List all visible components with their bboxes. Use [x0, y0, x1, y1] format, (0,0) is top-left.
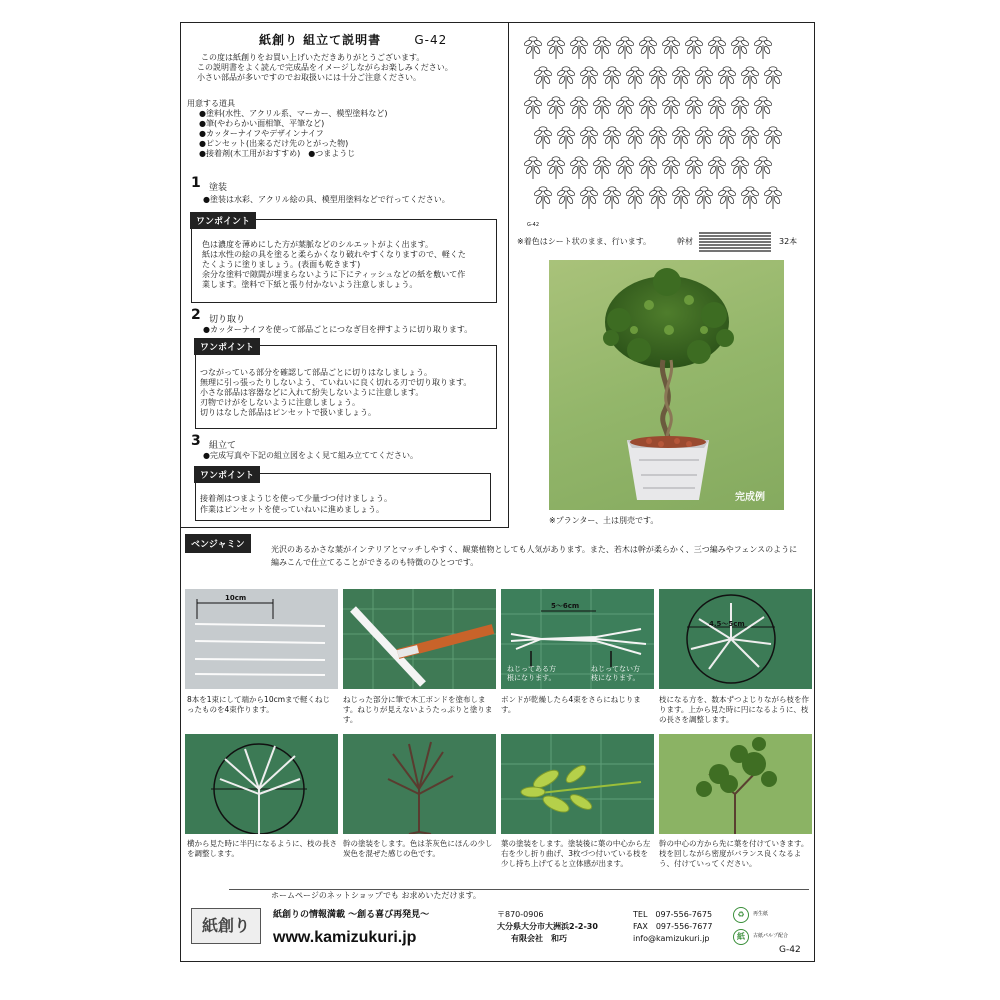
leaf-cluster-icon: [717, 67, 736, 89]
leaf-cluster-icon: [684, 37, 703, 59]
leaf-cluster-icon: [763, 127, 782, 149]
benjamin-description: 光沢のあるかさな葉がインテリアとマッチしやすく、観葉植物としても人気があります。また、若木は幹が柔らかく、三つ編みやフェンスのように編みこんで仕立てることができるのも特徴のひとつです。: [271, 545, 798, 567]
logo-text: 紙創り: [201, 916, 250, 935]
intro-line-2: この説明書をよく読んで完成品をイメージしながらお楽しみください。: [197, 63, 453, 72]
leaf-cluster-icon: [638, 37, 657, 59]
leaf-cluster-icon: [523, 37, 542, 59]
tip-line: 余分な塗料で隙間が埋まらないように下にティッシュなどの紙を敷いて作: [202, 270, 466, 279]
instructions-panel: [181, 23, 509, 528]
completed-photo: [549, 260, 784, 510]
tagline: 紙創りの情報満載 〜創る喜び再発見〜: [273, 910, 430, 920]
photo-step-4: [659, 589, 812, 689]
tip-line: 切りはなした部品はピンセットで扱いましょう。: [200, 408, 376, 417]
leaf-cluster-icon: [684, 97, 703, 119]
photo-caption: 幹の塗装をします。色は茶灰色にほんの少し炭色を混ぜた感じの色です。: [343, 839, 493, 858]
tip-line: 作業はピンセットを使っていねいに進めましょう。: [200, 505, 384, 514]
leaf-cluster-icon: [592, 37, 611, 59]
address: 大分県大分市大洲浜2-2-30: [497, 922, 598, 931]
leaf-cluster-icon: [694, 187, 713, 209]
leaf-cluster-icon: [684, 157, 703, 179]
leaf-cluster-icon: [694, 127, 713, 149]
photo-step-3: [501, 589, 654, 689]
step-line: ●塗装は水彩、アクリル絵の具、模型用塗料などで行ってください。: [203, 195, 450, 204]
photo-step-1: [185, 589, 338, 689]
onepoint-badge: ワンポイント: [194, 466, 260, 483]
benjamin-badge: ベンジャミン: [185, 534, 251, 553]
photo-step-5: [185, 734, 338, 834]
leaf-cluster-icon: [661, 97, 680, 119]
leaf-cluster-icon: [740, 67, 759, 89]
completed-tree-image: [549, 260, 784, 510]
intro-line-1: この度は紙創りをお買い上げいただきありがとうございます。: [201, 53, 425, 62]
tip-line: 小さな部品は容器などに入れて紛失しないように注意します。: [200, 388, 424, 397]
leaf-cluster-icon: [625, 67, 644, 89]
photo-step-6: [343, 734, 496, 834]
leaf-cluster-icon: [615, 37, 634, 59]
leaf-cluster-icon: [661, 157, 680, 179]
leaf-cluster-icon: [579, 67, 598, 89]
stem-label: 幹材: [677, 237, 693, 246]
onepoint-box: [191, 219, 497, 303]
leaf-cluster-icon: [579, 127, 598, 149]
tip-line: たくように塗りましょう。(表面も乾きます): [202, 260, 361, 269]
step-title: 塗装: [209, 183, 228, 193]
onepoint-badge: ワンポイント: [190, 212, 256, 229]
leaf-cluster-icon: [569, 37, 588, 59]
side-view-image: [185, 734, 338, 834]
eco-label-1: 再生紙: [753, 911, 769, 917]
footer-code: G-42: [779, 945, 801, 955]
measure-label: 5〜6cm: [551, 602, 580, 610]
intro-line-3: 小さい部品が多いですのでお取扱いには十分ご注意ください。: [197, 73, 421, 82]
leaf-cluster-icon: [638, 157, 657, 179]
tools-heading: 用意する道具: [187, 99, 235, 108]
tip-line: 接着剤はつまようじを使って少量づつ付けましょう。: [200, 494, 392, 503]
leaf-cluster-icon: [707, 97, 726, 119]
leaf-cluster-icon: [592, 97, 611, 119]
leaf-parts-sheet: [519, 33, 789, 228]
photo-step-8: [659, 734, 812, 834]
leaf-cluster-icon: [546, 97, 565, 119]
eco-label-2: 古紙パルプ配合: [753, 933, 789, 939]
leaf-cluster-icon: [763, 67, 782, 89]
leaf-cluster-icon: [602, 67, 621, 89]
leaf-cluster-icon: [648, 67, 667, 89]
leaf-cluster-icon: [671, 67, 690, 89]
paper-mark-icon: [733, 929, 749, 945]
leaf-cluster-icon: [625, 187, 644, 209]
recycle-icon: ♻: [733, 907, 749, 923]
painted-leaves-image: [501, 734, 654, 834]
painted-trunk-image: [343, 734, 496, 834]
sheet-small-code: G-42: [527, 222, 540, 228]
leaf-cluster-icon: [602, 127, 621, 149]
onepoint-box: [195, 345, 497, 429]
photo-caption: 枝になる方を、数本ずつよじりながら枝を作ります。上から見た時に円になるように、枝の長さを調整します。: [659, 695, 809, 724]
page-title: [259, 31, 447, 48]
sheet-note: ※着色はシート状のまま、行います。: [517, 237, 652, 246]
tip-line: 刃物でけがをしないように注意しましょう。: [200, 398, 360, 407]
completed-label: 完成例: [735, 492, 765, 503]
leaf-cluster-icon: [569, 157, 588, 179]
leaf-cluster-icon: [740, 127, 759, 149]
photo-caption: 幹の中心の方から先に葉を付けていきます。枝を回しながら密度がバランス良くなるよう、付けていってください。: [659, 839, 809, 868]
company-name: 有限会社 和巧: [511, 934, 567, 943]
paper-mark-text: 紙: [737, 932, 745, 941]
fax: FAX 097-556-7677: [633, 922, 713, 931]
leaf-cluster-icon: [730, 37, 749, 59]
leaf-cluster-icon: [546, 157, 565, 179]
tool-item: ●接着剤(木工用がおすすめ) ●つまようじ: [199, 149, 356, 158]
leaf-cluster-icon: [523, 97, 542, 119]
photo-caption: 8本を1束にして端から10cmまで軽くねじったものを4束作ります。: [187, 695, 331, 714]
tool-item: ●塗料(水性、アクリル系、マーカー、模型塗料など): [199, 109, 388, 118]
footer-divider: [229, 889, 809, 890]
email[interactable]: info@kamizukuri.jp: [633, 934, 710, 943]
onepoint-box: [195, 473, 491, 521]
tip-line: 紙は水性の絵の具を塗ると柔らかくなり破れやすくなりますので、軽くた: [202, 250, 466, 259]
tip-line: 業します。塗料で下紙と張り付かないよう注意しましょう。: [202, 280, 418, 289]
leaf-cluster-icon: [625, 127, 644, 149]
kamizukuri-logo: [191, 908, 261, 944]
product-code: G-42: [414, 33, 448, 47]
leaf-cluster-icon: [707, 37, 726, 59]
photo-caption: ボンドが乾燥したら4束をさらにねじります。: [501, 695, 641, 714]
tool-item: ●ピンセット(出来るだけ先のとがった物): [199, 139, 349, 148]
photo-step-2: [343, 589, 496, 689]
leaf-cluster-icon: [556, 67, 575, 89]
tool-item: ●カッターナイフやデザインナイフ: [199, 129, 324, 138]
leaf-cluster-icon: [569, 97, 588, 119]
twisted-strips-image: [185, 589, 338, 689]
stem-strips: [697, 231, 773, 253]
leaf-cluster-icon: [730, 97, 749, 119]
branch-note: ねじってない方 枝になります。: [591, 665, 640, 682]
tool-item: ●筆(やわらかい面相筆、平筆など): [199, 119, 325, 128]
parts-panel: [509, 23, 814, 528]
step-title: 組立て: [209, 441, 237, 451]
leaf-cluster-icon: [592, 157, 611, 179]
leaf-cluster-icon: [671, 187, 690, 209]
top-view-image: [659, 589, 812, 689]
instruction-sheet: [180, 22, 815, 962]
onepoint-badge: ワンポイント: [194, 338, 260, 355]
leaf-cluster-icon: [763, 187, 782, 209]
step-line: ●完成写真や下記の組立図をよく見て組み立ててください。: [203, 451, 418, 460]
completed-note: ※プランター、土は別売です。: [549, 516, 659, 525]
leaf-cluster-icon: [556, 127, 575, 149]
leaf-cluster-icon: [533, 187, 552, 209]
leaf-cluster-icon: [638, 97, 657, 119]
leaf-cluster-icon: [717, 187, 736, 209]
leaf-cluster-icon: [753, 157, 772, 179]
glue-brush-image: [343, 589, 496, 689]
leaf-cluster-icon: [533, 127, 552, 149]
leaf-cluster-icon: [730, 157, 749, 179]
root-note: ねじってある方 根になります。: [507, 665, 556, 682]
leaf-cluster-icon: [753, 97, 772, 119]
photo-caption: ねじった部分に筆で木工ボンドを塗布します。ねじりが見えないようたっぷりと塗ります。: [343, 695, 493, 724]
leaf-cluster-icon: [753, 37, 772, 59]
tip-line: つながっている部分を確認して部品ごとに切りはなしましょう。: [200, 368, 432, 377]
stem-count: 32本: [779, 237, 798, 246]
step-line: ●カッターナイフを使って部品ごとにつなぎ目を押すように切り取ります。: [203, 325, 473, 334]
photo-caption: 横から見た時に半円になるように、枝の長さを調整します。: [187, 839, 337, 858]
attaching-leaves-image: [659, 734, 812, 834]
leaf-cluster-icon: [740, 187, 759, 209]
photo-caption: 葉の塗装をします。塗装後に葉の中心から左右を少し折り曲げ、3枚づつ付いている枝を少し持ち上げてると立体感が出ます。: [501, 839, 651, 868]
shop-note: ホームページのネットショップでも お求めいただけます。: [271, 891, 481, 900]
measure-label: 4.5〜5cm: [709, 620, 745, 628]
leaf-cluster-icon: [523, 157, 542, 179]
tel: TEL 097-556-7675: [633, 910, 713, 919]
website-url[interactable]: www.kamizukuri.jp: [273, 929, 417, 946]
leaf-cluster-icon: [707, 157, 726, 179]
step-title: 切り取り: [209, 315, 246, 325]
step-number: 3: [191, 433, 201, 449]
leaf-cluster-icon: [661, 37, 680, 59]
title-text: 紙創り 組立て説明書: [259, 33, 382, 47]
leaf-cluster-icon: [648, 127, 667, 149]
leaf-cluster-icon: [615, 157, 634, 179]
tip-line: 無理に引っ張ったりしないよう、ていねいに良く切れる刃で切り取ります。: [200, 378, 472, 387]
zip-code: 〒870-0906: [497, 910, 544, 919]
leaf-cluster-icon: [556, 187, 575, 209]
photo-step-7: [501, 734, 654, 834]
leaf-cluster-icon: [694, 67, 713, 89]
leaf-cluster-icon: [546, 37, 565, 59]
leaf-cluster-icon: [533, 67, 552, 89]
tip-line: 色は濃度を薄めにした方が葉脈などのシルエットがよく出ます。: [202, 240, 433, 249]
step-number: 2: [191, 307, 201, 323]
leaf-cluster-icon: [717, 127, 736, 149]
leaf-cluster-icon: [648, 187, 667, 209]
leaf-cluster-icon: [671, 127, 690, 149]
leaf-cluster-icon: [602, 187, 621, 209]
step-number: 1: [191, 175, 201, 191]
leaf-cluster-icon: [579, 187, 598, 209]
measure-label: 10cm: [225, 594, 247, 602]
leaf-cluster-icon: [615, 97, 634, 119]
